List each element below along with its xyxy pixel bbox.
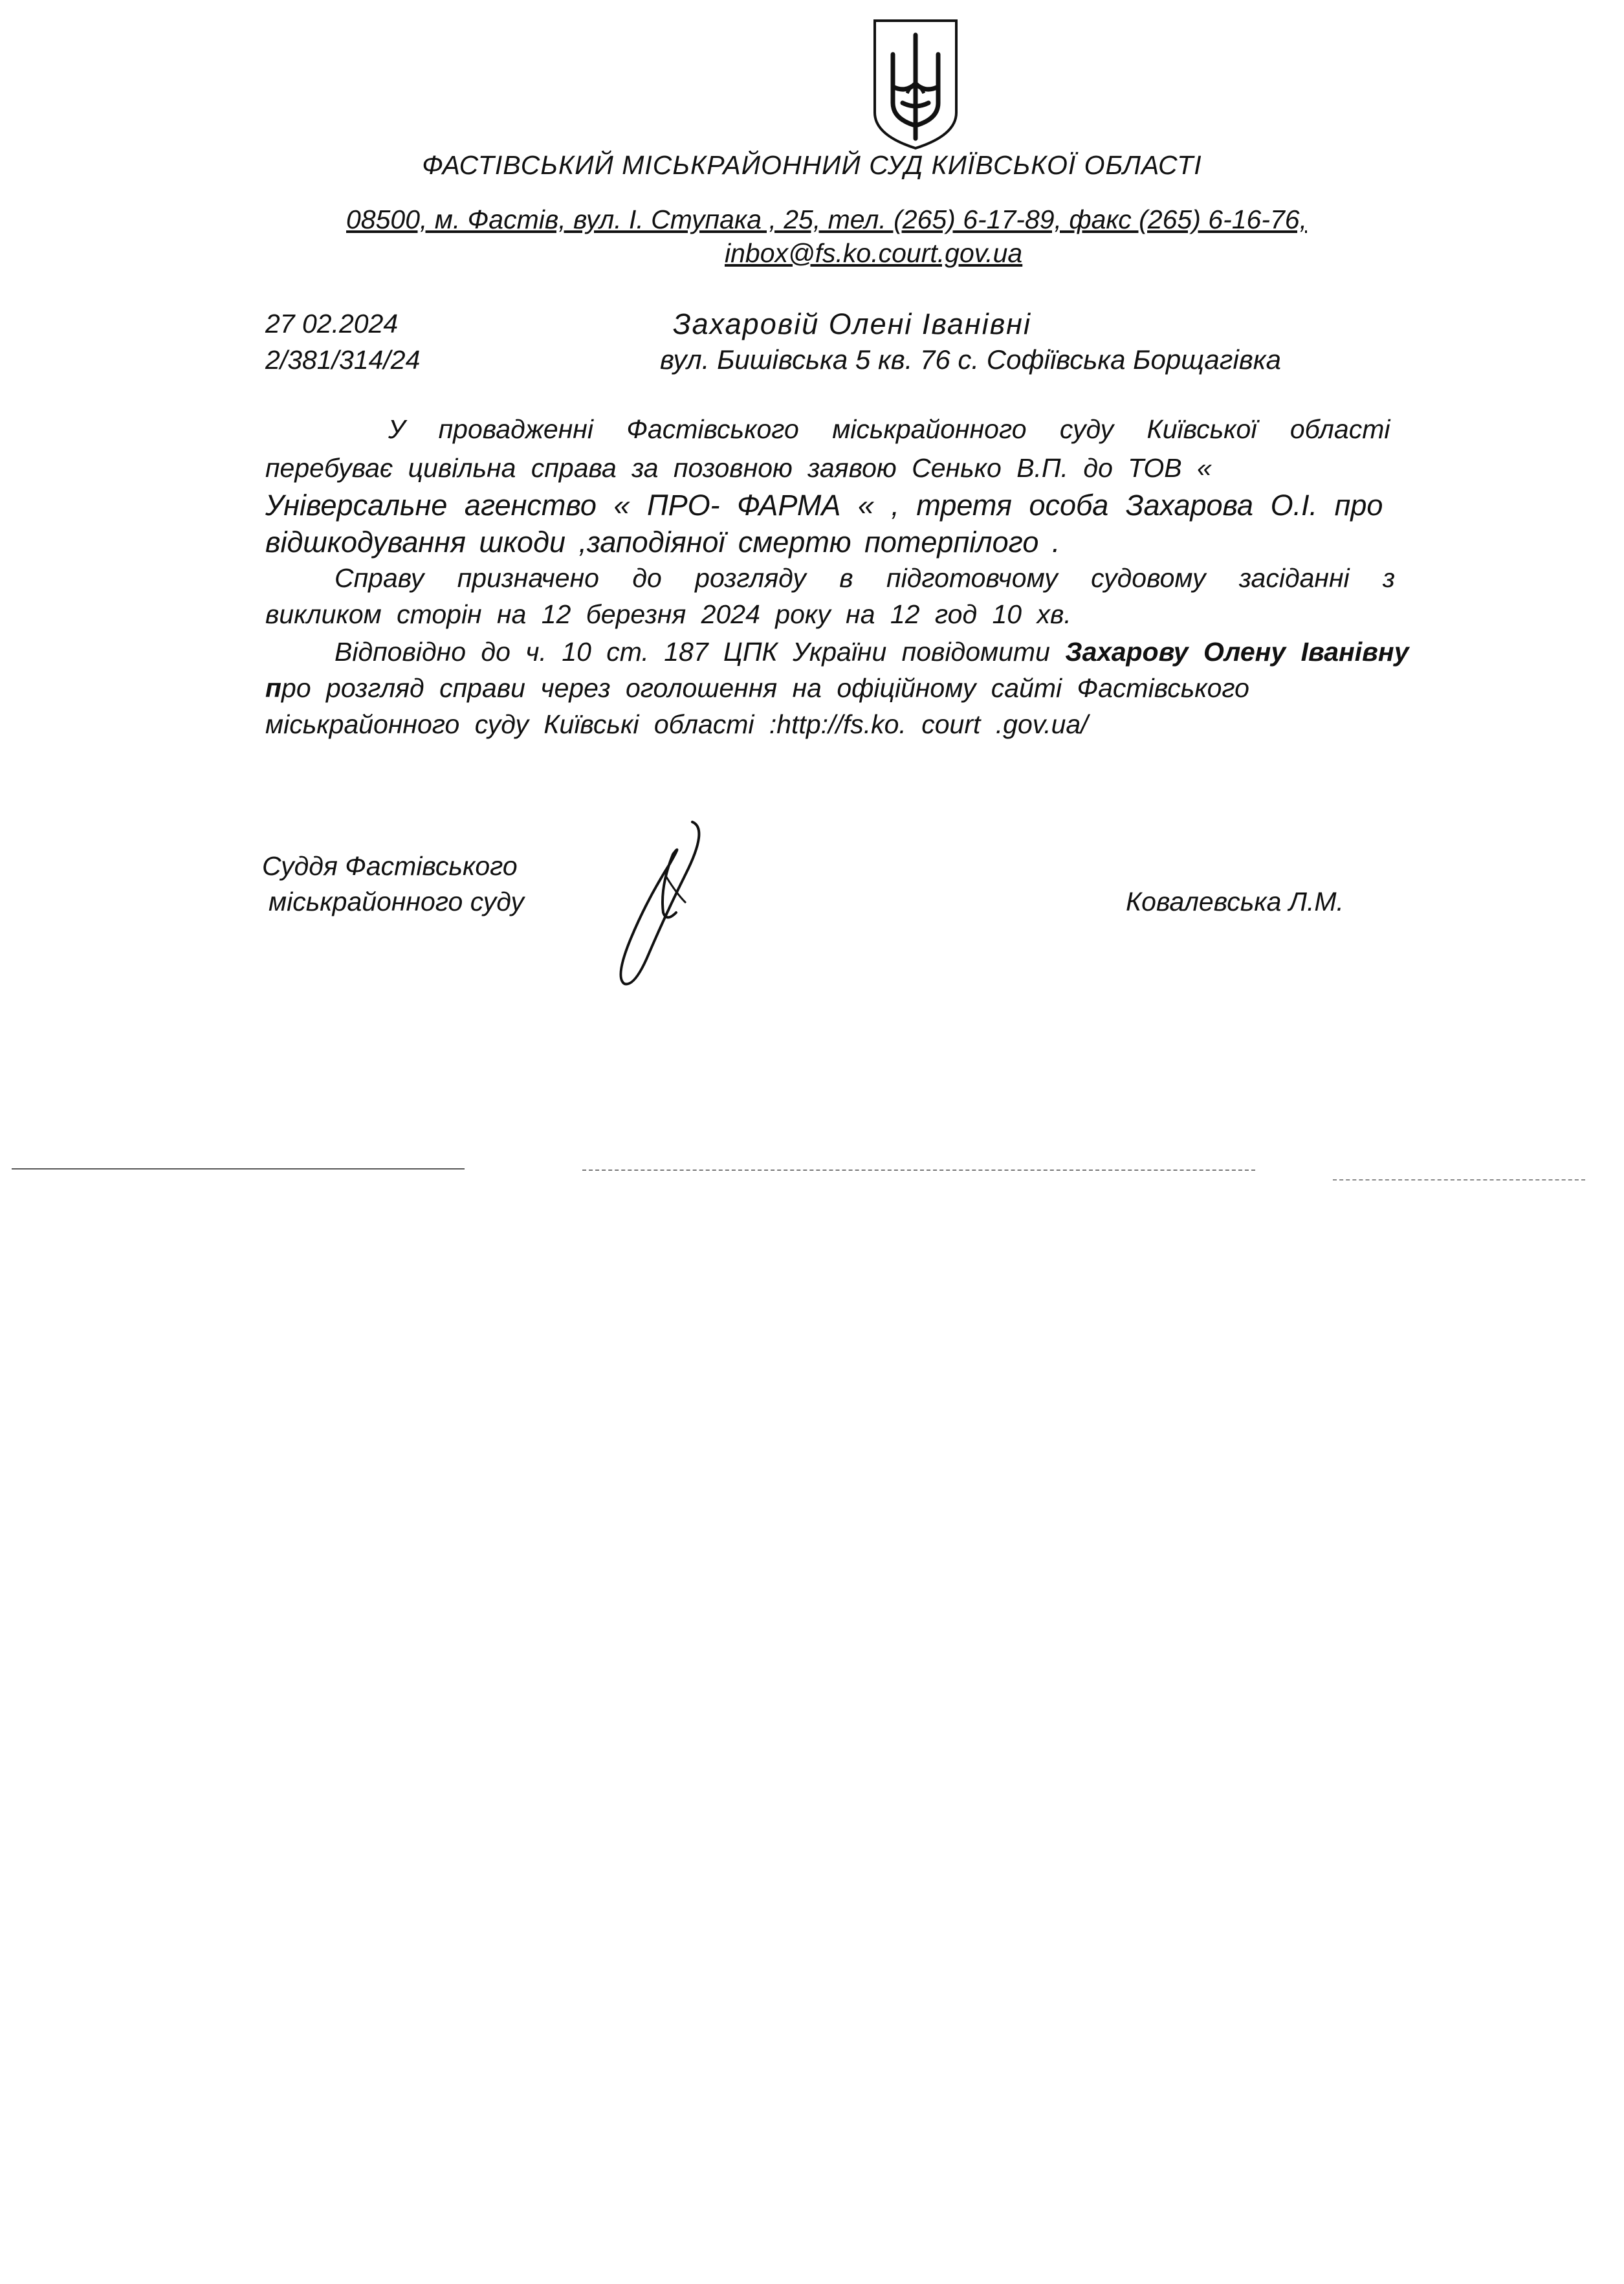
paragraph-3-line-2 bbox=[265, 673, 1249, 704]
court-email-link[interactable]: inbox@fs.ko.court.gov.ua bbox=[725, 238, 1023, 268]
divider-line bbox=[582, 1170, 1255, 1171]
recipient-address: вул. Бишівська 5 кв. 76 с. Софіївська Борщагівка bbox=[660, 344, 1281, 375]
paragraph-1-line-2: перебуває цивільна справа за позовною заявою Сенько В.П. до ТОВ « bbox=[265, 453, 1212, 483]
trident-coat-of-arms-icon bbox=[867, 16, 964, 151]
paragraph-1-line-4: відшкодування шкоди ,заподіяної смертю потерпілого . bbox=[265, 526, 1060, 559]
judge-title-line-1: Суддя Фастівського bbox=[262, 851, 518, 881]
paragraph-1-line-1: У провадженні Фастівського міськрайонного суду Київської області bbox=[388, 414, 1390, 444]
document-number: 2/381/314/24 bbox=[265, 345, 421, 375]
paragraph-3-line-3: міськрайонного суду Київські області :http://fs.ko. court .gov.ua/ bbox=[265, 709, 1088, 739]
document-date: 27 02.2024 bbox=[265, 309, 399, 338]
recipient-name: Захаровій Олені Іванівні bbox=[673, 307, 1031, 340]
judge-name: Ковалевська Л.М. bbox=[1126, 887, 1344, 916]
handwritten-signature bbox=[595, 815, 725, 997]
paragraph-2-line-1: Справу призначено до розгляду в підготовчому судовому засіданні з bbox=[335, 563, 1396, 593]
divider-line bbox=[12, 1168, 465, 1170]
divider-line bbox=[1333, 1179, 1585, 1181]
notice-text: Відповідно до ч. 10 ст. 187 ЦПК України повідомити bbox=[335, 637, 1066, 667]
court-address: 08500, м. Фастів, вул. І. Ступака , 25, тел. (265) 6-17-89, факс (265) 6-16-76, bbox=[346, 205, 1307, 234]
paragraph-1-line-3: Універсальне агенство « ПРО- ФАРМА « , третя особа Захарова О.І. про bbox=[265, 489, 1383, 522]
judge-title-line-2: міськрайонного суду bbox=[269, 887, 524, 916]
notified-person: Захарову Олену Іванівну bbox=[1065, 637, 1409, 667]
court-name: ФАСТІВСЬКИЙ МІСЬКРАЙОННИЙ СУД КИЇВСЬКОЇ ОБЛАСТІ bbox=[422, 150, 1202, 180]
bold-letter: п bbox=[265, 673, 282, 703]
paragraph-2-line-2: викликом сторін на 12 березня 2024 року на 12 год 10 хв. bbox=[265, 599, 1071, 629]
notice-text-2: ро розгляд справи через оголошення на офіційному сайті Фастівського bbox=[281, 673, 1249, 703]
paragraph-3-line-1 bbox=[335, 637, 1409, 667]
